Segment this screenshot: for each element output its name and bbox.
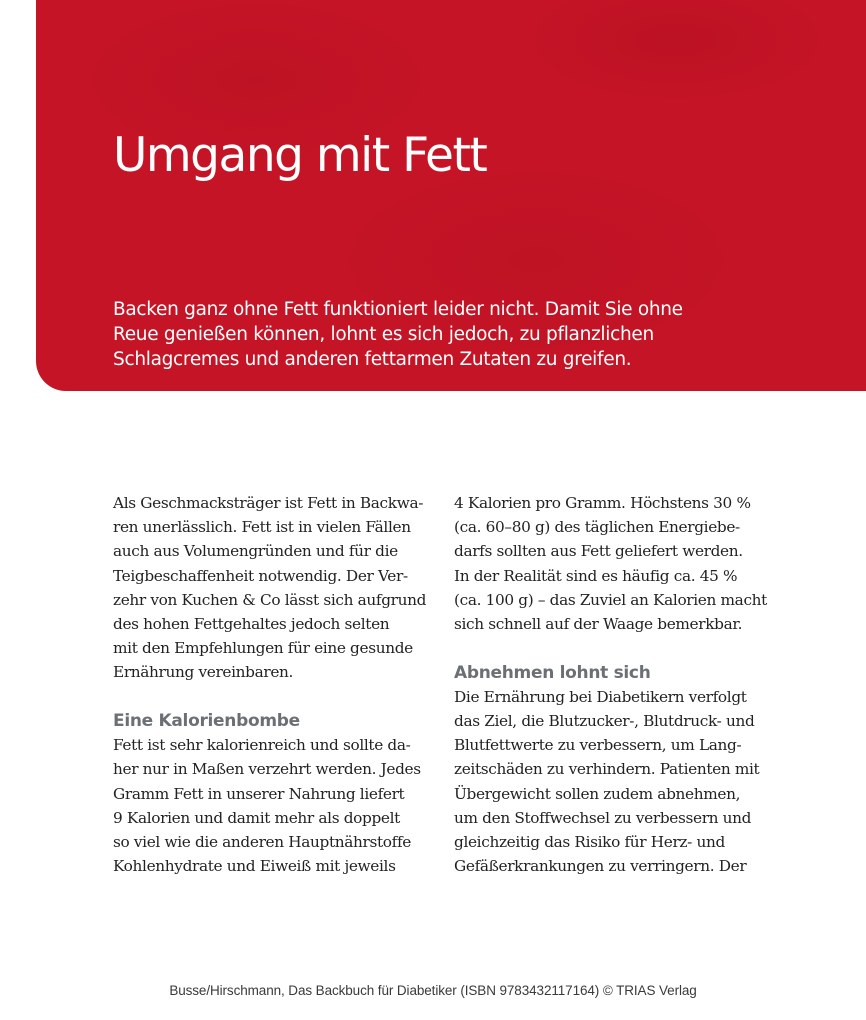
text-line: Ernährung vereinbaren. <box>113 663 294 682</box>
text-line: Blutfettwerte zu verbessern, um Lang- <box>454 736 742 755</box>
text-line: zeitschäden zu verhindern. Patienten mit <box>454 760 760 779</box>
text-line: (ca. 100 g) – das Zuviel an Kalorien macht <box>454 590 767 609</box>
right-paragraph-1 <box>454 491 774 636</box>
text-line: Gramm Fett in unserer Nahrung liefert <box>113 784 405 803</box>
right-paragraph-2 <box>454 685 774 879</box>
text-line: Gefäßerkrankungen zu verringern. Der <box>454 857 747 876</box>
page-title: Umgang mit Fett <box>113 128 487 183</box>
footer-citation <box>0 983 866 998</box>
text-line: sich schnell auf der Waage bemerkbar. <box>454 615 743 634</box>
text-line: zehr von Kuchen & Co lässt sich aufgrund <box>113 590 427 609</box>
text-line: das Ziel, die Blutzucker-, Blutdruck- und <box>454 711 755 730</box>
text-line: um den Stoffwechsel zu verbessern und <box>454 808 752 827</box>
intro-text <box>113 297 813 372</box>
section-heading-abnehmen: Abnehmen lohnt sich <box>454 662 651 683</box>
text-line: 9 Kalorien und damit mehr als doppelt <box>113 808 400 827</box>
text-line: Fett ist sehr kalorienreich und sollte da- <box>113 736 411 755</box>
right-column <box>454 491 774 878</box>
spacer <box>454 636 774 661</box>
text-line: Übergewicht sollen zudem abnehmen, <box>454 784 741 803</box>
text-line: Teigbeschaffenheit notwendig. Der Ver- <box>113 566 408 585</box>
left-paragraph-1 <box>113 491 433 685</box>
text-line: her nur in Maßen verzehrt werden. Jedes <box>113 760 421 779</box>
text-line: mit den Empfehlungen für eine gesunde <box>113 639 413 658</box>
intro-line: Schlagcremes und anderen fettarmen Zutaten zu greifen. <box>113 349 632 370</box>
text-line: ren unerlässlich. Fett ist in vielen Fällen <box>113 518 411 537</box>
left-paragraph-2 <box>113 733 433 878</box>
text-line: In der Realität sind es häufig ca. 45 % <box>454 566 738 585</box>
text-line: gleichzeitig das Risiko für Herz- und <box>454 832 725 851</box>
text-line: darfs sollten aus Fett geliefert werden. <box>454 542 743 561</box>
text-line: (ca. 60–80 g) des täglichen Energiebe- <box>454 518 740 537</box>
text-line: so viel wie die anderen Hauptnährstoffe <box>113 832 411 851</box>
citation-text: Busse/Hirschmann, Das Backbuch für Diabetiker (ISBN 9783432117164) © TRIAS Verlag <box>169 983 697 998</box>
spacer <box>113 685 433 710</box>
text-line: Die Ernährung bei Diabetikern verfolgt <box>454 687 747 706</box>
text-line: 4 Kalorien pro Gramm. Höchstens 30 % <box>454 494 751 512</box>
intro-line: Reue genießen können, lohnt es sich jedoch, zu pflanzlichen <box>113 324 654 345</box>
text-line: des hohen Fettgehaltes jedoch selten <box>113 615 390 634</box>
intro-line: Backen ganz ohne Fett funktioniert leider nicht. Damit Sie ohne <box>113 299 683 320</box>
section-heading-kalorienbombe: Eine Kalorienbombe <box>113 711 300 732</box>
text-line: Kohlenhydrate und Eiweiß mit jeweils <box>113 857 396 876</box>
left-column <box>113 491 433 878</box>
text-line: Als Geschmacksträger ist Fett in Backwa- <box>113 494 424 512</box>
text-line: auch aus Volumengründen und für die <box>113 542 398 561</box>
